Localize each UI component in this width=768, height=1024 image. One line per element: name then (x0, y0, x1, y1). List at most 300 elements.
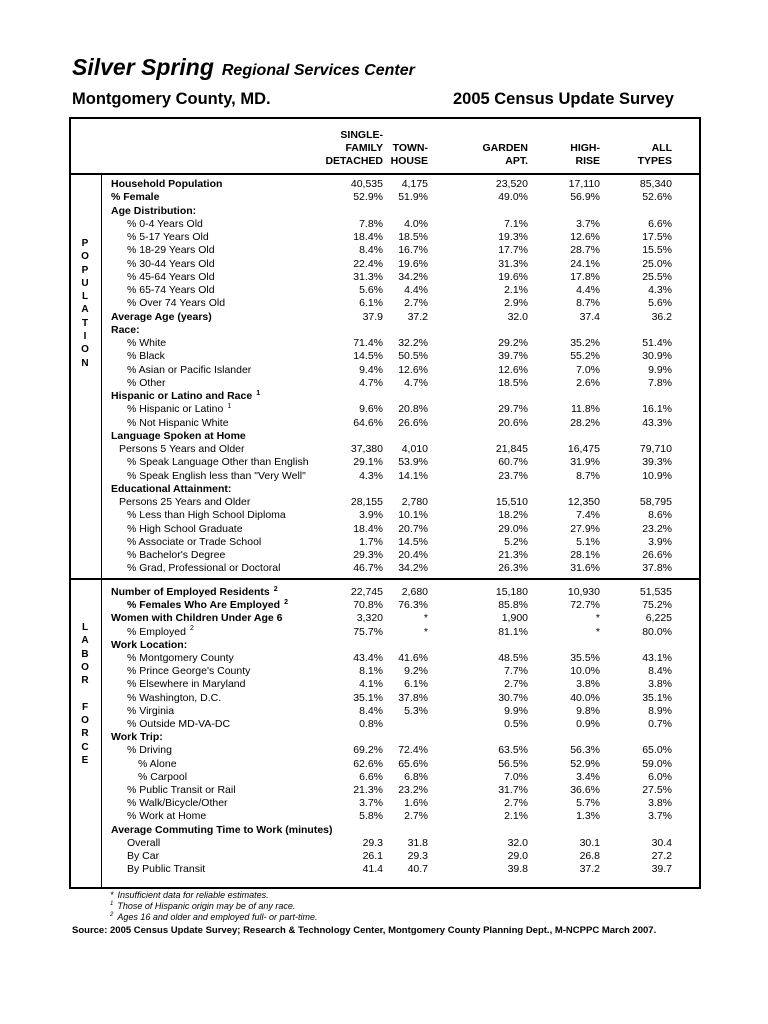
row-value: 19.6% (398, 257, 428, 270)
section-letter: O (81, 715, 89, 727)
table-row (71, 417, 699, 430)
row-value: 5.2% (504, 535, 528, 548)
section-divider (71, 578, 699, 580)
row-label-text: % Females Who Are Employed (127, 599, 281, 612)
row-value: 15,180 (495, 586, 528, 598)
row-label-text: % Elsewhere in Maryland (127, 678, 246, 691)
row-value: 29.7% (498, 403, 528, 416)
table-row (71, 470, 699, 483)
table-row (71, 549, 699, 562)
table-row (71, 284, 699, 297)
row-value: 2.7% (404, 297, 428, 310)
row-value: 39.7 (651, 863, 672, 876)
row-value: 14.5% (398, 535, 428, 548)
row-value: 2.7% (404, 810, 428, 823)
row-value: 23.2% (398, 784, 428, 796)
row-value: 6.6% (648, 217, 672, 230)
row-label (127, 284, 215, 297)
row-label (111, 191, 159, 204)
row-label (127, 744, 172, 757)
row-value: 23,520 (495, 178, 528, 190)
row-label-text: By Public Transit (127, 863, 206, 876)
row-label-text: % Virginia (127, 704, 175, 717)
row-value: 51,535 (639, 586, 672, 598)
row-value: 5.8% (359, 810, 383, 823)
row-label (127, 509, 286, 522)
row-label-text: % Asian or Pacific Islander (127, 363, 252, 376)
row-value: 37.4 (579, 310, 600, 323)
row-label-text: Average Age (years) (111, 310, 212, 323)
row-label (127, 377, 166, 390)
footnote-mark: 2 (110, 912, 114, 918)
row-value: 26.3% (498, 562, 528, 575)
row-value: 40.0% (570, 691, 600, 704)
row-value: 6.0% (648, 770, 672, 783)
row-value: 2.9% (504, 297, 528, 310)
row-value: 27.9% (570, 522, 600, 535)
row-label (127, 678, 245, 691)
row-value: 37.2 (407, 310, 428, 323)
row-value: 0.9% (576, 718, 600, 730)
row-value: 19.3% (498, 231, 528, 243)
row-value: 26.1 (362, 850, 383, 862)
row-value: 17.5% (642, 231, 672, 243)
table-row (71, 612, 699, 625)
row-value: 4.3% (359, 469, 383, 482)
row-value: 25.0% (642, 257, 672, 270)
section-letter: L (81, 291, 89, 303)
row-value: 39.8 (507, 863, 528, 876)
table-row (71, 626, 699, 639)
row-value: 18.2% (498, 509, 528, 522)
row-value: 2.6% (576, 376, 600, 389)
row-label (127, 244, 215, 257)
row-value: 10.0% (570, 665, 600, 678)
row-value: 16.1% (642, 403, 672, 416)
row-value: 43.3% (642, 416, 672, 429)
row-label-text: % Hispanic or Latino (127, 403, 224, 416)
table-row (71, 784, 699, 797)
row-label-text: % White (127, 337, 167, 349)
table-row (71, 337, 699, 350)
row-value: 35.1% (642, 691, 672, 704)
footnote-marker: 2 (273, 585, 278, 593)
row-value: 40.7 (407, 863, 428, 876)
row-value: 18.4% (353, 231, 383, 243)
row-value: 7.8% (648, 376, 672, 389)
row-label-text: % Walk/Bicycle/Other (127, 797, 228, 810)
row-value: 18.5% (398, 231, 428, 243)
section-letter: F (81, 701, 89, 713)
footnote (110, 890, 269, 901)
table-row (71, 586, 699, 599)
row-value: 12,350 (567, 496, 600, 508)
section-letter: R (81, 728, 89, 740)
row-value: 81.1% (498, 625, 528, 638)
row-value: 36.6% (570, 784, 600, 796)
row-label-text: % 45-64 Years Old (127, 270, 215, 283)
row-label-text: % Over 74 Years Old (127, 297, 226, 310)
row-value: 31.3% (498, 257, 528, 270)
footnote-marker: 2 (189, 625, 194, 633)
row-value: 75.7% (353, 625, 383, 638)
row-label (127, 258, 215, 271)
row-label (127, 364, 251, 377)
row-value: 76.3% (398, 599, 428, 612)
table-row (71, 718, 699, 731)
row-value: 3.7% (576, 217, 600, 230)
row-label-text: Educational Attainment: (111, 482, 232, 495)
row-value: 7.4% (576, 509, 600, 522)
row-value: 56.5% (498, 757, 528, 770)
row-value: 15,510 (495, 496, 528, 508)
table-row (71, 797, 699, 810)
row-label-text: Average Commuting Time to Work (minutes) (111, 823, 333, 836)
row-value: 30.1 (579, 836, 600, 849)
row-value: 3.9% (359, 509, 383, 522)
row-value: 6,225 (645, 612, 672, 625)
row-value: 60.7% (498, 456, 528, 469)
row-label (111, 430, 246, 443)
row-label (111, 731, 163, 744)
row-value: 30.9% (642, 350, 672, 363)
row-value: 4.4% (404, 284, 428, 296)
section-letter: B (81, 648, 89, 660)
row-value: 20.4% (398, 549, 428, 561)
row-value: 3.7% (359, 797, 383, 810)
section-letter: L (81, 622, 89, 633)
row-value: 41.4 (362, 863, 383, 876)
row-value: 39.3% (642, 456, 672, 469)
section-letter: T (81, 317, 89, 329)
table-row (71, 456, 699, 469)
row-label (119, 496, 250, 509)
row-value: 36.2 (651, 310, 672, 323)
section-letter: O (81, 661, 89, 673)
row-value: 34.2% (398, 270, 428, 283)
row-value: 71.4% (353, 337, 383, 349)
row-value: 10,930 (567, 586, 600, 598)
row-value: 3.9% (648, 535, 672, 548)
row-value: 10.1% (398, 509, 428, 522)
row-value: 29.0 (507, 850, 528, 862)
row-value: 2,780 (401, 496, 428, 508)
row-label-text: % Other (127, 376, 166, 389)
row-value: * (423, 625, 428, 638)
table-row (71, 536, 699, 549)
row-value: 7.0% (504, 770, 528, 783)
row-value: 21.3% (353, 784, 383, 796)
row-value: 56.3% (570, 744, 600, 757)
row-label (111, 178, 222, 191)
row-label-text: Race: (111, 323, 140, 336)
row-label-text: % Montgomery County (127, 652, 234, 664)
row-value: 9.9% (648, 363, 672, 376)
row-value: 17.8% (570, 270, 600, 283)
table-row (71, 390, 699, 403)
row-label (138, 771, 187, 784)
row-label-text: Household Population (111, 178, 223, 190)
row-value: 4.4% (576, 284, 600, 296)
row-value: 6.1% (404, 678, 428, 691)
row-value: 30.4 (651, 836, 672, 849)
table-row (71, 850, 699, 863)
row-value: 59.0% (642, 757, 672, 770)
row-value: 65.6% (398, 757, 428, 770)
row-value: 72.4% (398, 744, 428, 757)
page-title (72, 54, 415, 81)
row-value: 20.6% (498, 416, 528, 429)
row-value: 29.1% (353, 456, 383, 469)
row-value: 11.8% (571, 403, 600, 416)
row-value: 9.4% (359, 363, 383, 376)
row-label (127, 784, 236, 797)
row-label (127, 470, 306, 483)
row-label-text: % 0-4 Years Old (127, 217, 203, 230)
row-value: 5.3% (404, 704, 428, 717)
table-row (71, 771, 699, 784)
row-label (119, 443, 245, 456)
row-value: 8.1% (359, 665, 383, 678)
column-header: SINGLE- FAMILY DETACHED (325, 129, 383, 167)
row-value: 51.9% (398, 191, 428, 204)
row-label-text: % Alone (138, 757, 177, 770)
row-value: 9.9% (504, 704, 528, 717)
row-value: 35.2% (570, 337, 600, 349)
row-value: 25.5% (642, 270, 672, 283)
row-value: 52.9% (570, 757, 600, 770)
row-value: 30.7% (498, 691, 528, 704)
row-value: 12.6% (570, 231, 600, 243)
row-value: 32.0 (507, 836, 528, 849)
row-value: 40,535 (350, 178, 383, 190)
row-value: 2.1% (504, 284, 528, 296)
footnote-marker: 1 (227, 402, 232, 410)
table-row (71, 205, 699, 218)
table-row (71, 599, 699, 612)
row-value: 7.8% (359, 217, 383, 230)
row-value: 31.6% (570, 562, 600, 575)
row-value: 35.5% (570, 652, 600, 664)
row-value: 4.1% (359, 678, 383, 691)
column-header: HIGH- RISE (570, 142, 600, 167)
row-value: 9.8% (576, 704, 600, 717)
row-label-text: % 30-44 Years Old (127, 257, 215, 270)
row-value: 85,340 (639, 178, 672, 190)
row-label (127, 718, 230, 731)
footnote-mark: 1 (110, 901, 114, 907)
table-row (71, 509, 699, 522)
row-value: 8.7% (576, 297, 600, 310)
row-value: 2.7% (504, 678, 528, 691)
table-row (71, 258, 699, 271)
row-value: 5.6% (648, 297, 672, 310)
section-letter: U (81, 277, 89, 289)
row-value: 32.2% (398, 337, 428, 349)
row-value: 8.7% (576, 469, 600, 482)
row-value: 1,900 (501, 612, 528, 625)
row-value: 5.6% (359, 284, 383, 296)
column-header: ALL TYPES (637, 142, 672, 167)
section-letter: E (81, 754, 89, 766)
table-row (71, 810, 699, 823)
row-label-text: % Less than High School Diploma (127, 509, 286, 522)
row-label-text: % 65-74 Years Old (127, 284, 215, 296)
table-row (71, 231, 699, 244)
row-value: 4.7% (359, 376, 383, 389)
footnote-marker: 2 (284, 598, 288, 606)
row-label (111, 483, 231, 496)
row-value: 2,680 (401, 586, 428, 598)
row-label-text: % Female (111, 191, 160, 204)
row-label-text: % Speak English less than "Very Well" (127, 469, 306, 482)
row-value: 49.0% (498, 191, 528, 204)
table-row (71, 350, 699, 363)
row-value: * (595, 612, 600, 625)
row-value: 28,155 (350, 496, 383, 508)
row-value: 26.8 (579, 850, 600, 862)
row-value: 7.1% (504, 217, 528, 230)
row-value: 41.6% (398, 652, 428, 664)
row-value: 85.8% (498, 599, 528, 612)
section-letter: A (81, 635, 89, 647)
row-value: 3.8% (576, 678, 600, 691)
row-label-text: % Driving (127, 744, 172, 757)
row-value: 1.6% (404, 797, 428, 810)
table-row (71, 837, 699, 850)
row-label (127, 271, 215, 284)
row-label (127, 562, 280, 575)
footnote (110, 901, 295, 912)
row-value: 8.4% (359, 244, 383, 257)
table-row (71, 652, 699, 665)
row-value: 18.5% (498, 376, 528, 389)
row-label (111, 639, 187, 652)
row-value: 0.8% (359, 718, 383, 730)
row-label (127, 810, 206, 823)
row-value: 51.4% (642, 337, 672, 349)
section-letter: O (81, 251, 89, 263)
table-row (71, 297, 699, 310)
table-row (71, 178, 699, 191)
row-value: 31.7% (498, 784, 528, 796)
row-value: 16.7% (398, 244, 428, 257)
footnote-marker: 1 (256, 389, 261, 397)
row-label-text: Number of Employed Residents (111, 586, 270, 598)
row-value: 0.5% (504, 718, 528, 730)
row-value: 2.1% (504, 810, 528, 823)
table-row (71, 218, 699, 231)
row-value: 5.1% (576, 535, 600, 548)
table-row (71, 443, 699, 456)
row-value: 62.6% (353, 757, 383, 770)
row-value: 10.9% (642, 469, 672, 482)
row-value: 29.0% (498, 522, 528, 535)
row-value: 29.3 (362, 836, 383, 849)
table-row (71, 496, 699, 509)
table-row (71, 678, 699, 691)
row-label-text: Work Location: (111, 638, 188, 651)
row-value: 53.9% (398, 456, 428, 469)
row-label (127, 231, 209, 244)
table-row (71, 364, 699, 377)
row-value: 18.4% (353, 522, 383, 535)
row-value: 12.6% (398, 363, 428, 376)
row-label-text: Persons 5 Years and Older (119, 443, 245, 455)
row-value: 31.8 (407, 836, 428, 849)
footnote-mark: * (110, 890, 114, 900)
row-label (127, 403, 231, 416)
row-value: 6.6% (359, 770, 383, 783)
row-value: 79,710 (639, 443, 672, 455)
row-value: 3.8% (648, 678, 672, 691)
row-value: 2.7% (504, 797, 528, 810)
table-row (71, 403, 699, 416)
row-value: 14.5% (353, 350, 383, 363)
row-label-text: % Grad, Professional or Doctoral (127, 562, 281, 575)
row-value: 65.0% (642, 744, 672, 757)
row-value: 75.2% (642, 599, 672, 612)
footnote-text: Those of Hispanic origin may be of any race. (117, 901, 296, 911)
table-row (71, 731, 699, 744)
row-value: 52.9% (353, 191, 383, 204)
row-label-text: % High School Graduate (127, 522, 243, 535)
row-value: 22,745 (350, 586, 383, 598)
row-label (127, 456, 309, 469)
row-label (127, 297, 225, 310)
row-value: 21.3% (498, 549, 528, 561)
data-table (69, 117, 701, 889)
row-label-text: Persons 25 Years and Older (119, 496, 251, 508)
column-header: TOWN- HOUSE (390, 142, 428, 167)
footnote (110, 912, 317, 923)
row-value: 29.2% (498, 337, 528, 349)
row-value: 80.0% (642, 625, 672, 638)
row-label (127, 705, 174, 718)
table-row (71, 758, 699, 771)
row-value: 17,110 (568, 178, 600, 190)
row-label-text: % Associate or Trade School (127, 535, 262, 548)
table-row (71, 377, 699, 390)
row-value: 22.4% (353, 257, 383, 270)
row-label-text: % 5-17 Years Old (127, 231, 209, 243)
row-label-text: % Public Transit or Rail (127, 784, 236, 796)
row-value: 9.6% (359, 403, 383, 416)
section-letter: R (81, 675, 89, 687)
row-label (127, 837, 160, 850)
table-row (71, 705, 699, 718)
row-label-text: % Outside MD-VA-DC (127, 718, 231, 730)
row-value: 8.4% (648, 665, 672, 678)
column-header: GARDEN APT. (482, 142, 528, 167)
row-value: 1.3% (576, 810, 600, 823)
row-label-text: % Carpool (138, 770, 188, 783)
table-row (71, 324, 699, 337)
row-label (111, 612, 283, 625)
row-value: 70.8% (353, 599, 383, 612)
table-row (71, 430, 699, 443)
table-row (71, 562, 699, 575)
header-divider (71, 173, 699, 175)
row-value: * (595, 625, 600, 638)
row-value: 37.8% (642, 562, 672, 575)
table-row (71, 824, 699, 837)
row-value: 3.7% (648, 810, 672, 823)
row-value: 55.2% (570, 350, 600, 363)
row-value: 43.1% (642, 652, 672, 664)
row-value: 37,380 (350, 443, 383, 455)
row-value: 17.7% (498, 244, 528, 257)
